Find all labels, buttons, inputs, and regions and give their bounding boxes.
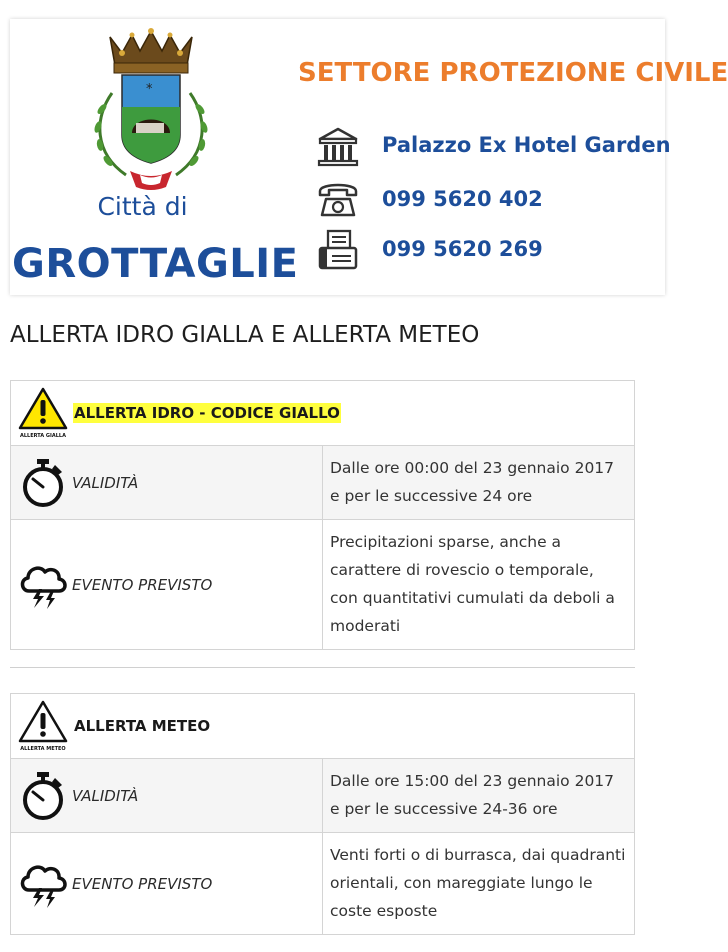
- city-name: GROTTAGLIE: [12, 241, 299, 287]
- building-icon: [316, 125, 360, 169]
- forecast-label: EVENTO PREVISTO: [72, 874, 213, 893]
- warning-triangle-icon: [17, 386, 69, 440]
- table-row: [11, 520, 635, 650]
- alert-header-label: ALLERTA METEO: [74, 717, 211, 735]
- table-row: [11, 446, 635, 520]
- forecast-value: Venti forti o di burrasca, dai quadranti orientali, con mareggiate lungo le coste esposte: [323, 833, 635, 935]
- validity-label: VALIDITÀ: [72, 473, 139, 492]
- alert-header-row: [11, 694, 635, 759]
- svg-text:*: *: [146, 82, 153, 97]
- section-divider: [10, 667, 635, 668]
- header-banner: [10, 19, 728, 295]
- alert-header-row: [11, 381, 635, 446]
- stopwatch-icon: [17, 457, 69, 509]
- page-title: ALLERTA IDRO GIALLA E ALLERTA METEO: [10, 322, 480, 348]
- phone-number: 099 5620 402: [382, 187, 543, 211]
- city-prefix: Città di: [97, 192, 188, 221]
- storm-cloud-icon: [17, 858, 69, 910]
- alert-table-idro: [10, 380, 635, 650]
- forecast-value: Precipitazioni sparse, anche a carattere di rovescio o temporale, con quantitativi cumulati da deboli a moderati: [323, 520, 635, 650]
- forecast-label: EVENTO PREVISTO: [72, 575, 213, 594]
- storm-cloud-icon: [17, 559, 69, 611]
- warning-icon-caption: ALLERTA METEO: [20, 746, 66, 752]
- phone-icon: [316, 177, 360, 221]
- table-row: [11, 759, 635, 833]
- table-row: [11, 833, 635, 935]
- fax-icon: [316, 228, 360, 272]
- address-text: Palazzo Ex Hotel Garden: [382, 133, 671, 157]
- warning-triangle-icon: [17, 699, 69, 753]
- warning-icon-caption: ALLERTA GIALLA: [20, 433, 66, 439]
- fax-number: 099 5620 269: [382, 237, 543, 261]
- validity-value: Dalle ore 00:00 del 23 gennaio 2017 e per le successive 24 ore: [323, 446, 635, 520]
- stopwatch-icon: [17, 770, 69, 822]
- alert-table-meteo: [10, 693, 635, 935]
- coat-of-arms-icon: [86, 23, 216, 201]
- validity-value: Dalle ore 15:00 del 23 gennaio 2017 e per le successive 24-36 ore: [323, 759, 635, 833]
- sector-title: SETTORE PROTEZIONE CIVILE: [298, 58, 728, 88]
- validity-label: VALIDITÀ: [72, 786, 139, 805]
- alert-header-label: ALLERTA IDRO - CODICE GIALLO: [74, 404, 340, 422]
